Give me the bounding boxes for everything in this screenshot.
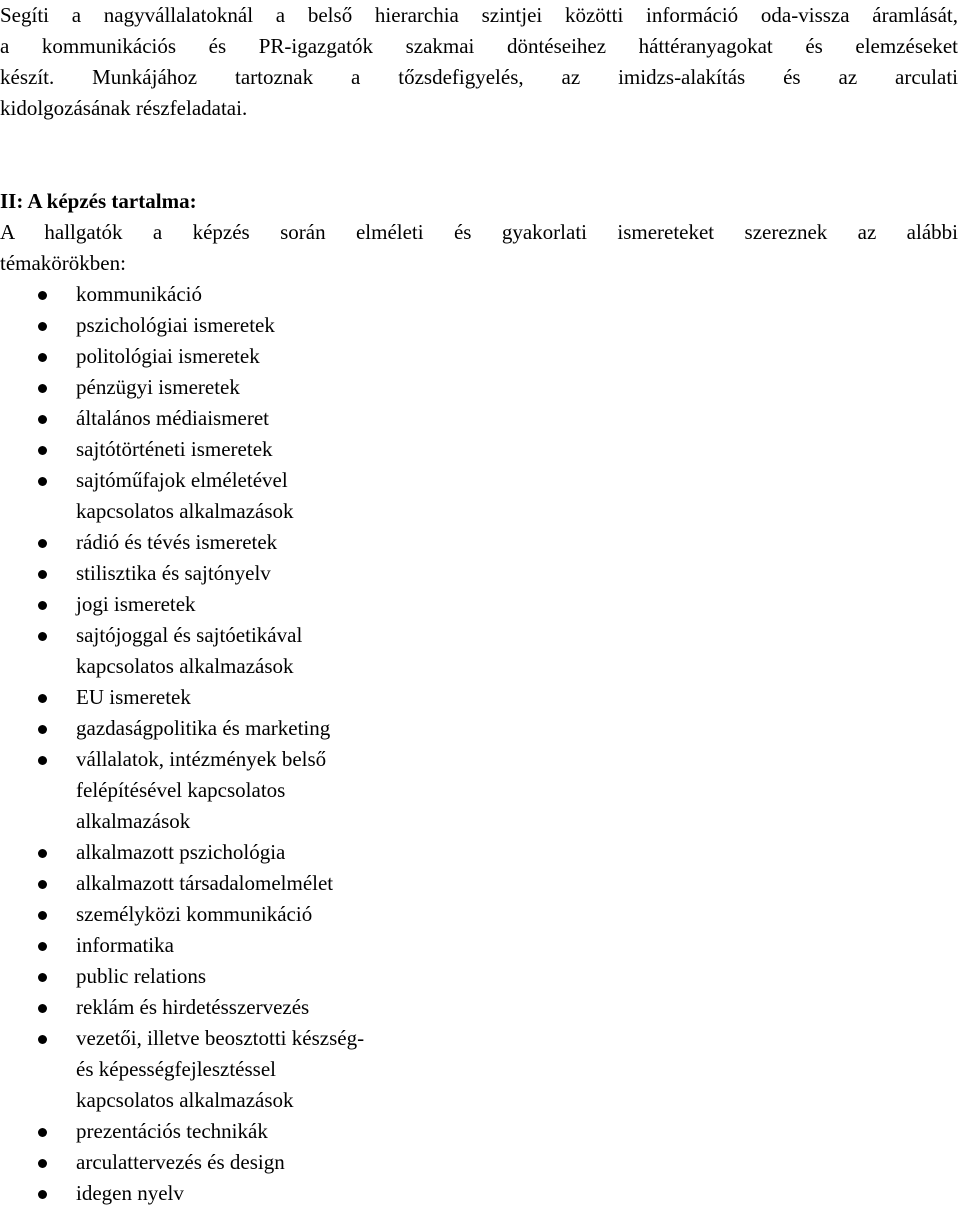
bullet-icon bbox=[38, 446, 47, 455]
bullet-icon bbox=[38, 694, 47, 703]
topic-line: reklám és hirdetésszervezés bbox=[76, 995, 310, 1019]
bullet-icon bbox=[38, 291, 47, 300]
topic-list-item bbox=[0, 465, 436, 527]
topic-text bbox=[76, 372, 436, 403]
lead-line: témakörökben: bbox=[0, 251, 126, 275]
topic-list-item bbox=[0, 403, 436, 434]
topic-line: sajtójoggal és sajtóetikával bbox=[76, 623, 303, 647]
bullet-icon bbox=[38, 632, 47, 641]
topic-line: rádió és tévés ismeretek bbox=[76, 530, 278, 554]
bullet-icon bbox=[38, 911, 47, 920]
bullet-icon bbox=[38, 849, 47, 858]
topic-text bbox=[76, 434, 436, 465]
topic-text bbox=[76, 1147, 436, 1178]
bullet-icon bbox=[38, 880, 47, 889]
topic-list-item bbox=[0, 589, 436, 620]
topic-line: gazdaságpolitika és marketing bbox=[76, 716, 331, 740]
bullet-icon bbox=[38, 384, 47, 393]
topic-list-item bbox=[0, 372, 436, 403]
topic-line: általános médiaismeret bbox=[76, 406, 270, 430]
topic-list-item bbox=[0, 310, 436, 341]
topic-text bbox=[76, 620, 436, 682]
lead-line: A hallgatók a képzés során elméleti és gyakorlati ismereteket szereznek az alábbi bbox=[0, 220, 958, 244]
topic-text bbox=[76, 279, 436, 310]
topic-line: prezentációs technikák bbox=[76, 1119, 268, 1143]
bullet-icon bbox=[38, 756, 47, 765]
intro-line: készít. Munkájához tartoznak a tőzsdefigyelés, az imidzs-alakítás és az arculati bbox=[0, 65, 958, 89]
topic-text bbox=[76, 310, 436, 341]
bullet-icon bbox=[38, 942, 47, 951]
topic-list-item bbox=[0, 930, 436, 961]
topic-text bbox=[76, 1023, 436, 1116]
topic-list-item bbox=[0, 279, 436, 310]
topic-line: alkalmazott társadalomelmélet bbox=[76, 871, 334, 895]
topic-line: kapcsolatos alkalmazások bbox=[76, 654, 294, 678]
topic-line: jogi ismeretek bbox=[76, 592, 196, 616]
topic-list-item bbox=[0, 341, 436, 372]
topic-line: vezetői, illetve beosztotti készség- bbox=[76, 1026, 365, 1050]
topic-line: felépítésével kapcsolatos bbox=[76, 778, 286, 802]
bullet-icon bbox=[38, 1035, 47, 1044]
section-heading: II: A képzés tartalma: bbox=[0, 189, 197, 213]
topic-line: arculattervezés és design bbox=[76, 1150, 285, 1174]
topic-text bbox=[76, 341, 436, 372]
topic-list bbox=[0, 279, 958, 1209]
topic-list-item bbox=[0, 837, 436, 868]
intro-line: kidolgozásának részfeladatai. bbox=[0, 96, 248, 120]
topic-line: EU ismeretek bbox=[76, 685, 191, 709]
topic-text bbox=[76, 558, 436, 589]
topic-list-item bbox=[0, 961, 436, 992]
topic-list-item bbox=[0, 899, 436, 930]
topic-line: sajtóműfajok elméletével bbox=[76, 468, 288, 492]
topic-list-item bbox=[0, 558, 436, 589]
topic-text bbox=[76, 713, 436, 744]
topic-text bbox=[76, 1116, 436, 1147]
bullet-icon bbox=[38, 415, 47, 424]
topic-list-item bbox=[0, 682, 436, 713]
bullet-icon bbox=[38, 1190, 47, 1199]
topic-list-item bbox=[0, 434, 436, 465]
topic-text bbox=[76, 868, 436, 899]
topic-text bbox=[76, 1178, 436, 1209]
topic-line: stilisztika és sajtónyelv bbox=[76, 561, 271, 585]
bullet-icon bbox=[38, 477, 47, 486]
topic-list-item bbox=[0, 992, 436, 1023]
topic-text bbox=[76, 837, 436, 868]
topic-line: informatika bbox=[76, 933, 174, 957]
topic-text bbox=[76, 992, 436, 1023]
topic-line: alkalmazott pszichológia bbox=[76, 840, 286, 864]
topic-list-item bbox=[0, 1178, 436, 1209]
topic-list-item bbox=[0, 527, 436, 558]
bullet-icon bbox=[38, 973, 47, 982]
topic-list-item bbox=[0, 744, 436, 837]
bullet-icon bbox=[38, 570, 47, 579]
topic-line: idegen nyelv bbox=[76, 1181, 184, 1205]
topic-list-item bbox=[0, 713, 436, 744]
bullet-icon bbox=[38, 1128, 47, 1137]
topic-text bbox=[76, 527, 436, 558]
topic-line: és képességfejlesztéssel bbox=[76, 1057, 277, 1081]
topic-text bbox=[76, 682, 436, 713]
bullet-icon bbox=[38, 1159, 47, 1168]
topic-list-item bbox=[0, 868, 436, 899]
topic-line: vállalatok, intézmények belső bbox=[76, 747, 327, 771]
topic-line: politológiai ismeretek bbox=[76, 344, 260, 368]
topic-list-item bbox=[0, 1116, 436, 1147]
topic-line: pénzügyi ismeretek bbox=[76, 375, 240, 399]
topic-line: public relations bbox=[76, 964, 207, 988]
bullet-icon bbox=[38, 539, 47, 548]
intro-paragraph bbox=[0, 0, 958, 124]
bullet-icon bbox=[38, 601, 47, 610]
bullet-icon bbox=[38, 725, 47, 734]
intro-line: Segíti a nagyvállalatoknál a belső hierarchia szintjei közötti információ oda-vissza áramlását, bbox=[0, 3, 958, 27]
topic-text bbox=[76, 589, 436, 620]
intro-line: a kommunikációs és PR-igazgatók szakmai döntéseihez háttéranyagokat és elemzéseket bbox=[0, 34, 958, 58]
topic-text bbox=[76, 744, 436, 837]
topic-text bbox=[76, 961, 436, 992]
topic-text bbox=[76, 403, 436, 434]
topic-text bbox=[76, 899, 436, 930]
topic-text bbox=[76, 465, 436, 527]
topic-list-item bbox=[0, 1023, 436, 1116]
topic-line: alkalmazások bbox=[76, 809, 191, 833]
topic-line: pszichológiai ismeretek bbox=[76, 313, 275, 337]
bullet-icon bbox=[38, 353, 47, 362]
topic-line: személyközi kommunikáció bbox=[76, 902, 313, 926]
topic-line: kapcsolatos alkalmazások bbox=[76, 1088, 294, 1112]
topic-line: kommunikáció bbox=[76, 282, 202, 306]
topic-text bbox=[76, 930, 436, 961]
topic-line: sajtótörténeti ismeretek bbox=[76, 437, 273, 461]
topic-line: kapcsolatos alkalmazások bbox=[76, 499, 294, 523]
topic-list-item bbox=[0, 620, 436, 682]
bullet-icon bbox=[38, 322, 47, 331]
section-lead-paragraph bbox=[0, 217, 958, 279]
topic-list-item bbox=[0, 1147, 436, 1178]
bullet-icon bbox=[38, 1004, 47, 1013]
